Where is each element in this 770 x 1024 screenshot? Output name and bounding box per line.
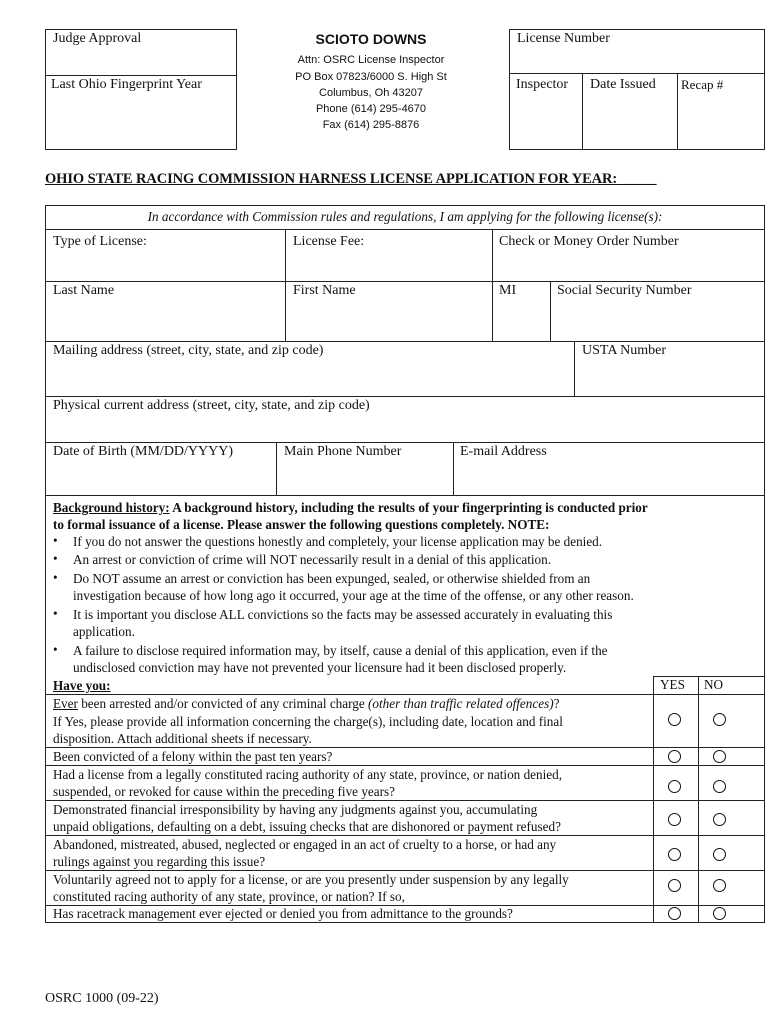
q5-yes-radio[interactable] — [668, 848, 681, 861]
q1-yes-radio[interactable] — [668, 713, 681, 726]
divider — [550, 281, 551, 341]
divider — [510, 73, 764, 74]
date-issued-label: Date Issued — [590, 77, 656, 92]
question-3-line2: suspended, or revoked for cause within the preceding five years? — [53, 784, 396, 799]
divider — [582, 73, 583, 149]
question-6-line1: Voluntarily agreed not to apply for a license, or are you presently under suspension by any legally — [53, 872, 569, 887]
license-fee-label: License Fee: — [293, 234, 365, 249]
question-7: Has racetrack management ever ejected or denied you from admittance to the grounds? — [53, 906, 513, 921]
form-number: OSRC 1000 (09-22) — [45, 991, 159, 1006]
check-number-label: Check or Money Order Number — [499, 234, 679, 249]
fax-line: Fax (614) 295-8876 — [322, 119, 420, 131]
divider — [285, 229, 286, 281]
divider — [285, 281, 286, 341]
q6-no-radio[interactable] — [713, 879, 726, 892]
bullet-3-line1: Do NOT assume an arrest or conviction has been expunged, sealed, or otherwise shielded from an — [73, 571, 591, 586]
dob-label: Date of Birth (MM/DD/YYYY) — [53, 444, 234, 459]
office-use-box-right — [509, 29, 765, 150]
q1-text-a: been arrested and/or convicted of any criminal charge — [77, 696, 369, 711]
divider — [46, 495, 764, 496]
bullet-2: An arrest or conviction of crime will NOT necessarily result in a denial of this application. — [73, 552, 552, 567]
q2-yes-radio[interactable] — [668, 750, 681, 763]
q1-text-b: ? — [553, 696, 560, 711]
email-label: E-mail Address — [460, 444, 547, 459]
bullet-4-line1: It is important you disclose ALL convictions so the facts may be assessed accurately in evaluating this — [73, 607, 613, 622]
divider — [492, 229, 493, 281]
bullet-5-line2: undisclosed conviction may have not prevented your licensure had it been disclosed properly. — [73, 660, 567, 675]
first-name-label: First Name — [293, 283, 356, 298]
q5-no-radio[interactable] — [713, 848, 726, 861]
divider — [492, 281, 493, 341]
q6-yes-radio[interactable] — [668, 879, 681, 892]
divider — [46, 281, 764, 282]
divider — [453, 442, 454, 495]
bullet-icon: • — [53, 642, 58, 657]
q7-yes-radio[interactable] — [668, 907, 681, 920]
divider — [677, 73, 678, 149]
q1-ever: Ever — [53, 696, 78, 711]
have-you-label: Have you: — [53, 678, 111, 693]
question-5-line2: rulings against you regarding this issue? — [53, 854, 266, 869]
bullet-icon: • — [53, 606, 58, 621]
mi-label: MI — [499, 283, 517, 298]
question-2: Been convicted of a felony within the past ten years? — [53, 749, 333, 764]
question-3-line1: Had a license from a legally constituted racing authority of any state, province, or nation denied, — [53, 767, 563, 782]
attn-line: Attn: OSRC License Inspector — [297, 54, 445, 66]
license-number-label: License Number — [517, 31, 610, 46]
last-name-label: Last Name — [53, 283, 115, 298]
recap-label: Recap # — [681, 77, 724, 92]
bullet-icon: • — [53, 533, 58, 548]
divider — [276, 442, 277, 495]
bullet-3-line2: investigation because of how long ago it occurred, your age at the time of the offense, or any other reason. — [73, 588, 634, 603]
judge-approval-label: Judge Approval — [53, 31, 142, 46]
mailing-address-label: Mailing address (street, city, state, and zip code) — [53, 343, 324, 358]
divider — [574, 341, 575, 396]
question-6-line2: constituted racing authority of any state, province, or nation? If so, — [53, 889, 405, 904]
last-fingerprint-label: Last Ohio Fingerprint Year — [51, 77, 202, 92]
question-1-line2: If Yes, please provide all information concerning the charge(s), including date, location and final — [53, 714, 563, 729]
intro-text: In accordance with Commission rules and regulations, I am applying for the following license(s): — [147, 209, 663, 224]
q4-no-radio[interactable] — [713, 813, 726, 826]
q2-no-radio[interactable] — [713, 750, 726, 763]
background-heading: Background history: — [53, 500, 170, 515]
usta-number-label: USTA Number — [582, 343, 667, 358]
org-name: SCIOTO DOWNS — [315, 31, 427, 47]
divider — [46, 442, 764, 443]
question-1-line3: disposition. Attach additional sheets if necessary. — [53, 731, 312, 746]
bullet-5-line1: A failure to disclose required information may, by itself, cause a denial of this application, even if the — [73, 643, 608, 658]
po-box-line: PO Box 07823/6000 S. High St — [295, 71, 447, 83]
q3-no-radio[interactable] — [713, 780, 726, 793]
q7-no-radio[interactable] — [713, 907, 726, 920]
q1-italic: (other than traffic related offences) — [368, 696, 554, 711]
application-form — [45, 205, 765, 923]
divider — [46, 396, 764, 397]
phone-line: Phone (614) 295-4670 — [315, 103, 427, 115]
physical-address-label: Physical current address (street, city, state, and zip code) — [53, 398, 370, 413]
question-4-line1: Demonstrated financial irresponsibility by having any judgments against you, accumulating — [53, 802, 538, 817]
city-line: Columbus, Oh 43207 — [319, 87, 423, 99]
q4-yes-radio[interactable] — [668, 813, 681, 826]
question-4-line2: unpaid obligations, defaulting on a debt, issuing checks that are dishonored or payment refused? — [53, 819, 561, 834]
bullet-icon: • — [53, 551, 58, 566]
no-header: NO — [704, 677, 724, 692]
divider — [46, 229, 764, 230]
type-of-license-label: Type of License: — [53, 234, 147, 249]
background-intro-text: A background history, including the results of your fingerprinting is conducted prior — [169, 500, 648, 515]
bullet-1: If you do not answer the questions honestly and completely, your license application may be denied. — [73, 534, 603, 549]
question-1-line1 — [53, 695, 559, 712]
divider — [46, 341, 764, 342]
bullet-4-line2: application. — [73, 624, 135, 639]
page-title: OHIO STATE RACING COMMISSION HARNESS LICENSE APPLICATION FOR YEAR: _____ — [45, 171, 657, 187]
q1-no-radio[interactable] — [713, 713, 726, 726]
office-use-box-left — [45, 29, 237, 150]
main-phone-label: Main Phone Number — [284, 444, 402, 459]
background-intro-line2: to formal issuance of a license. Please answer the following questions completely. NOTE: — [53, 517, 550, 532]
ssn-label: Social Security Number — [557, 283, 692, 298]
question-5-line1: Abandoned, mistreated, abused, neglected or engaged in an act of cruelty to a horse, or had any — [53, 837, 557, 852]
bullet-icon: • — [53, 570, 58, 585]
divider — [46, 75, 236, 76]
yes-header: YES — [660, 677, 685, 692]
q3-yes-radio[interactable] — [668, 780, 681, 793]
background-intro — [53, 499, 648, 516]
inspector-label: Inspector — [516, 77, 569, 92]
